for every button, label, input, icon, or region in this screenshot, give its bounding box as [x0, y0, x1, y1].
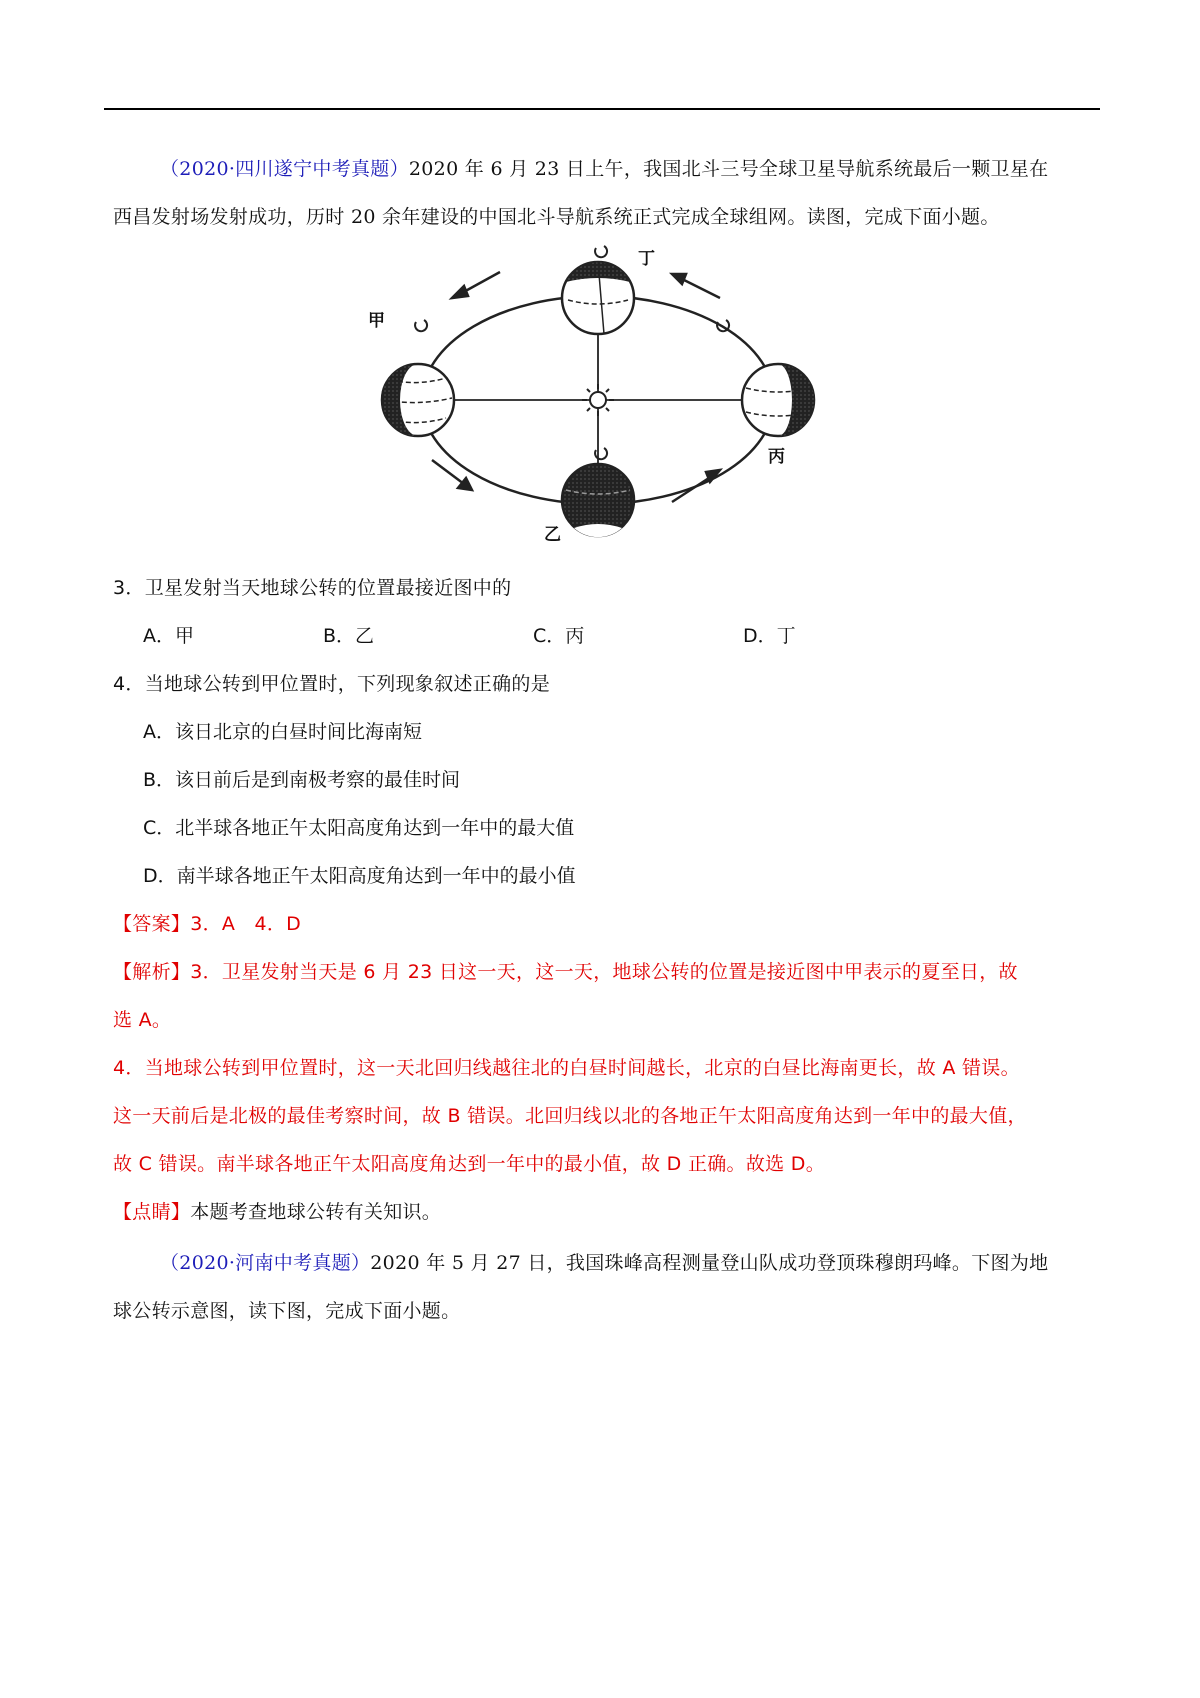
- earth-globe-jia: [382, 364, 454, 436]
- comment-line: [113, 1200, 441, 1224]
- answer-text: 3．A 4．D: [190, 913, 302, 935]
- analysis-line1: [113, 960, 1018, 984]
- label-jia: 甲: [368, 311, 385, 331]
- analysis-tag: 【解析】: [113, 961, 191, 983]
- q3-option-c[interactable]: C．丙: [533, 625, 585, 647]
- header-rule: [104, 108, 1100, 110]
- label-bing: 丙: [768, 447, 785, 467]
- q3-stem: 3．卫星发射当天地球公转的位置最接近图中的: [113, 577, 512, 599]
- label-yi: 乙: [544, 525, 561, 545]
- q4-option-b[interactable]: B．该日前后是到南极考察的最佳时间: [143, 769, 461, 791]
- intro2-text-line2: 球公转示意图，读下图，完成下面小题。: [113, 1300, 461, 1322]
- analysis-line3: 4．当地球公转到甲位置时，这一天北回归线越往北的白昼时间越长，北京的白昼比海南更长，故 A 错误。: [113, 1057, 1020, 1079]
- earth-globe-yi: [562, 464, 634, 537]
- analysis-line4: 这一天前后是北极的最佳考察时间，故 B 错误。北回归线以北的各地正午太阳高度角达到一年中的最大值，: [113, 1105, 1027, 1127]
- q3-option-a[interactable]: A．甲: [143, 625, 194, 647]
- intro2-line1: [160, 1251, 1048, 1275]
- q3-option-b[interactable]: B．乙: [323, 625, 375, 647]
- answer-line: [113, 912, 301, 936]
- comment-text: 本题考查地球公转有关知识。: [190, 1201, 442, 1223]
- intro2-source: （2020·河南中考真题）: [160, 1252, 371, 1274]
- q3-option-d[interactable]: D．丁: [743, 625, 796, 647]
- q4-option-d[interactable]: D．南半球各地正午太阳高度角达到一年中的最小值: [143, 865, 576, 887]
- intro2-text-line1: 2020 年 5 月 27 日，我国珠峰高程测量登山队成功登顶珠穆朗玛峰。下图为地: [370, 1252, 1049, 1274]
- intro1-text-line1: 2020 年 6 月 23 日上午，我国北斗三号全球卫星导航系统最后一颗卫星在: [408, 158, 1049, 180]
- intro1-line1: [160, 157, 1048, 181]
- intro1-source: （2020·四川遂宁中考真题）: [160, 158, 409, 180]
- earth-globe-bing: [742, 364, 814, 436]
- answer-tag: 【答案】: [113, 913, 191, 935]
- earth-globe-ding: [562, 262, 634, 334]
- q4-stem: 4．当地球公转到甲位置时，下列现象叙述正确的是: [113, 673, 550, 695]
- earth-revolution-diagram: [368, 249, 820, 550]
- q4-option-a[interactable]: A．该日北京的白昼时间比海南短: [143, 721, 422, 743]
- analysis-text-1: 3．卫星发射当天是 6 月 23 日这一天，这一天，地球公转的位置是接近图中甲表示的夏至日，故: [190, 961, 1018, 983]
- analysis-line5: 故 C 错误。南半球各地正午太阳高度角达到一年中的最小值，故 D 正确。故选 D。: [113, 1153, 826, 1175]
- label-ding: 丁: [638, 249, 655, 269]
- sun-icon: [582, 384, 614, 416]
- q4-option-c[interactable]: C．北半球各地正午太阳高度角达到一年中的最大值: [143, 817, 575, 839]
- comment-tag: 【点睛】: [113, 1201, 191, 1223]
- analysis-line2: 选 A。: [113, 1009, 172, 1031]
- intro1-text-line2: 西昌发射场发射成功，历时 20 余年建设的中国北斗导航系统正式完成全球组网。读图，完成下面小题。: [113, 206, 1000, 228]
